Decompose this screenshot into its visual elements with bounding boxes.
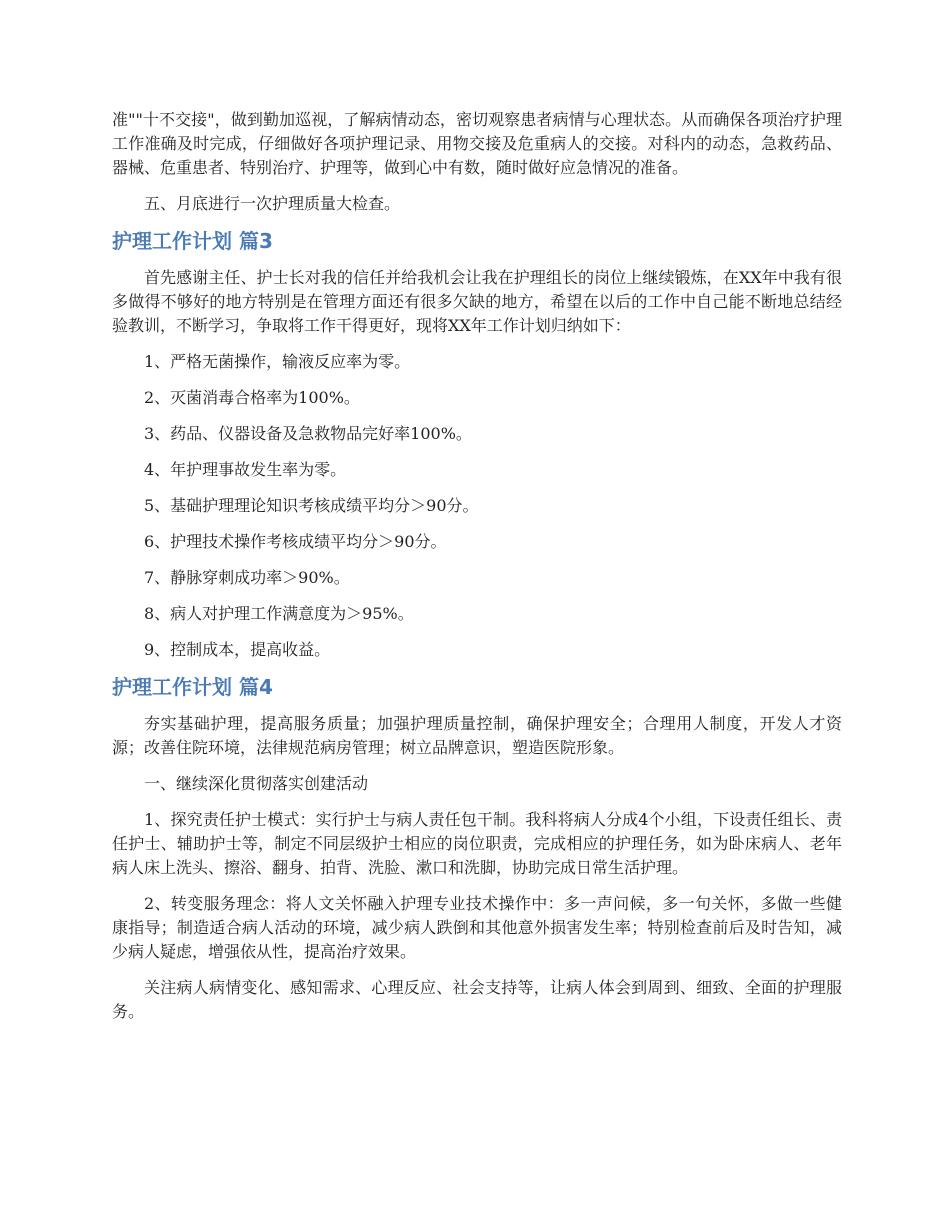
section4-paragraph-3: 关注病人病情变化、感知需求、心理反应、社会支持等，让病人体会到周到、细致、全面的护理服务。 [112, 978, 842, 1021]
section3-item-4: 4、年护理事故发生率为零。 [144, 460, 347, 479]
section4-intro: 夯实基础护理，提高服务质量；加强护理质量控制，确保护理安全；合理用人制度，开发人才资源；改善住院环境，法律规范病房管理；树立品牌意识，塑造医院形象。 [112, 714, 842, 757]
section3-item-7: 7、静脉穿刺成功率＞90%。 [144, 568, 350, 587]
section4-paragraph-1: 1、探究责任护士模式：实行护士与病人责任包干制。我科将病人分成4个小组，下设责任组长、责任护士、辅助护士等，制定不同层级护士相应的岗位职责，完成相应的护理任务，如为卧床病人、老年病人床上洗头、擦浴、翻身、拍背、洗脸、漱口和洗脚，协助完成日常生活护理。 [112, 810, 842, 877]
section3-intro: 首先感谢主任、护士长对我的信任并给我机会让我在护理组长的岗位上继续锻炼，在XX年中我有很多做得不够好的地方特别是在管理方面还有很多欠缺的地方，希望在以后的工作中自己能不断地总结经验教训，不断学习，争取将工作干得更好，现将XX年工作计划归纳如下： [112, 268, 842, 335]
section3-item-6: 6、护理技术操作考核成绩平均分＞90分。 [144, 532, 447, 551]
section3-item-3: 3、药品、仪器设备及急救物品完好率100%。 [144, 424, 472, 443]
section3-heading: 护理工作计划 篇3 [112, 229, 273, 253]
section4-heading: 护理工作计划 篇4 [112, 675, 273, 699]
section3-item-2: 2、灭菌消毒合格率为100%。 [144, 388, 360, 407]
section3-item-1: 1、严格无菌操作，输液反应率为零。 [144, 352, 411, 371]
document-page [112, 108, 842, 1036]
section4-paragraph-2: 2、转变服务理念：将人文关怀融入护理专业技术操作中：多一声问候，多一句关怀，多做一些健康指导；制造适合病人活动的环境，减少病人跌倒和其他意外损害发生率；特别检查前后及时告知，减少病人疑虑，增强依从性，提高治疗效果。 [112, 894, 842, 961]
section4-subheading-1: 一、继续深化贯彻落实创建活动 [144, 774, 369, 793]
section3-item-8: 8、病人对护理工作满意度为＞95%。 [144, 604, 414, 623]
section3-item-9: 9、控制成本，提高收益。 [144, 640, 331, 659]
intro-item-5: 五、月底进行一次护理质量大检查。 [144, 194, 401, 213]
section3-item-5: 5、基础护理理论知识考核成绩平均分＞90分。 [144, 496, 479, 515]
intro-paragraph: 准""十不交接"，做到勤加巡视，了解病情动态，密切观察患者病情与心理状态。从而确保各项治疗护理工作准确及时完成，仔细做好各项护理记录、用物交接及危重病人的交接。对科内的动态，急救药品、器械、危重患者、特别治疗、护理等，做到心中有数，随时做好应急情况的准备。 [112, 110, 842, 177]
